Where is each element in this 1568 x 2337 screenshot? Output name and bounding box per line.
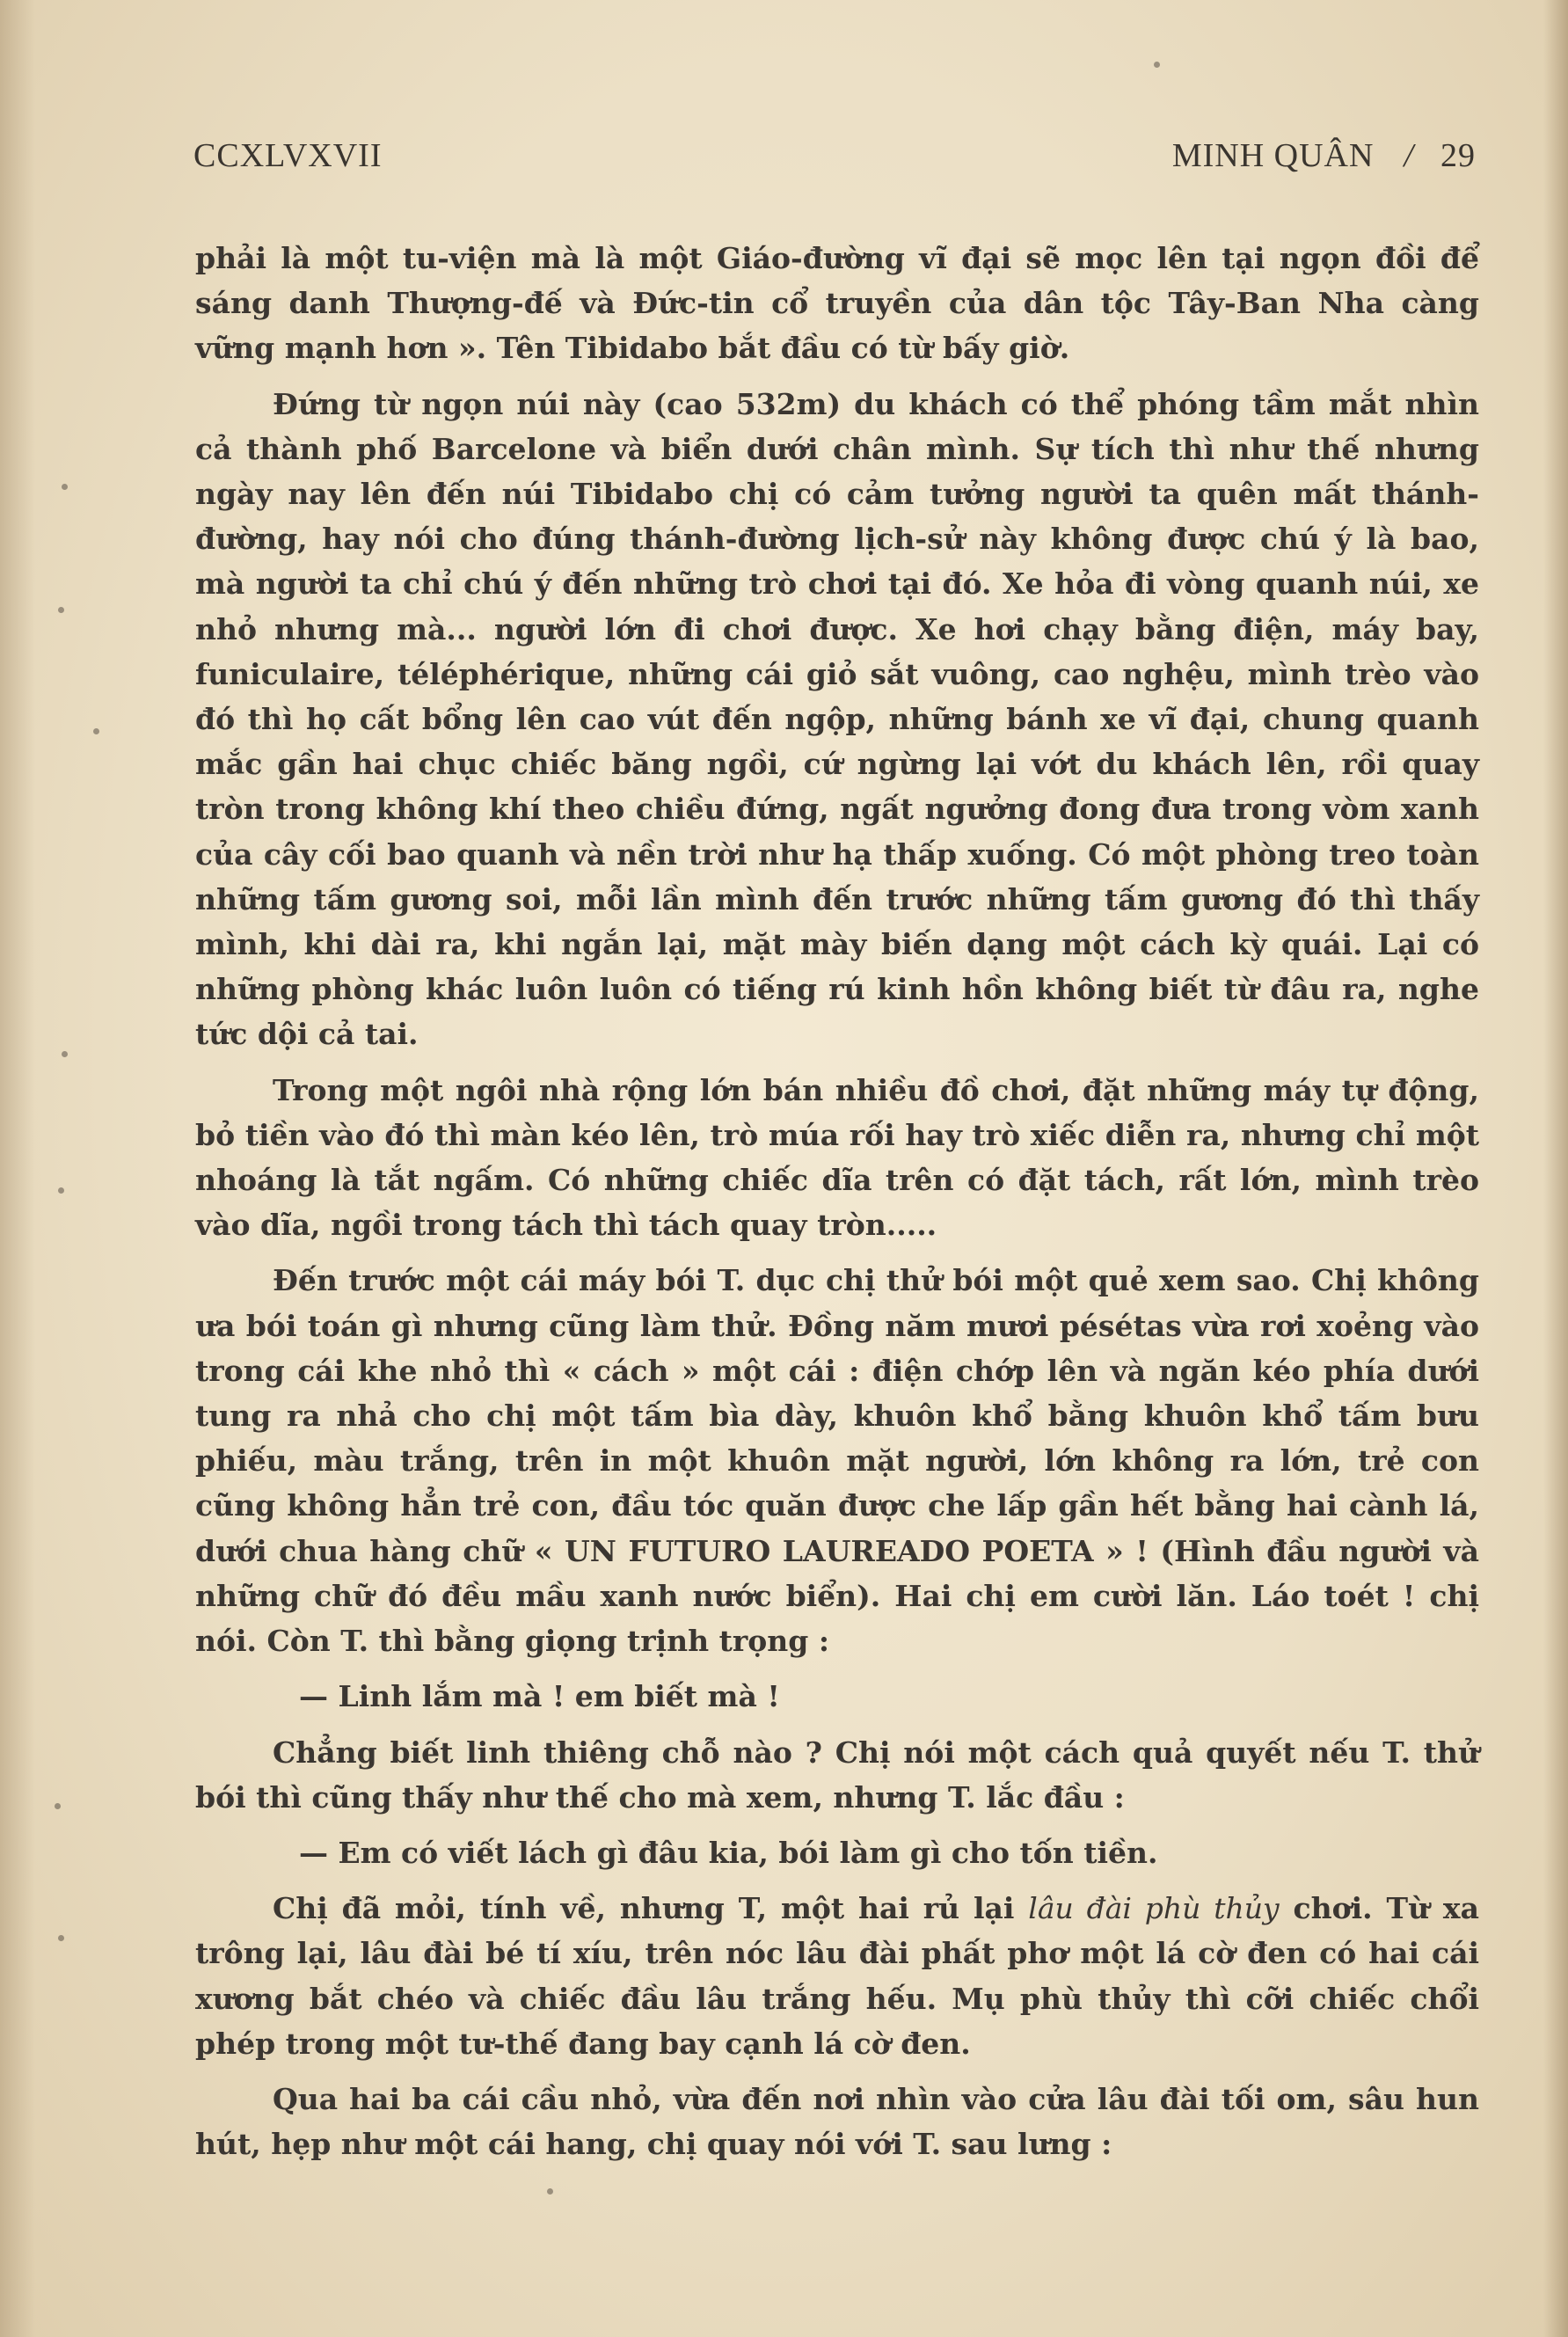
page-body — [195, 236, 1479, 2177]
paragraph: Chẳng biết linh thiêng chỗ nào ? Chị nói một cách quả quyết nếu T. thử bói thì cũng thấy như thế cho mà xem, nhưng T. lắc đầu : — [195, 1734, 1479, 1815]
paragraph: Đứng từ ngọn núi này (cao 532m) du khách có thể phóng tầm mắt nhìn cả thành phố Barcelone và biển dưới chân mình. Sự tích thì như thế nhưng ngày nay lên đến núi Tibidabo chị có cảm tưởng người ta quên mất thánh-đường, hay nói cho đúng thánh-đường lịch-sử này không được chú ý là bao, mà người ta chỉ chú ý đến những trò chơi tại đó. Xe hỏa đi vòng quanh núi, xe nhỏ nhưng mà... người lớn đi chơi được. Xe hơi chạy bằng điện, máy bay, funiculaire, téléphérique, những cái giỏ sắt vuông, cao nghệu, mình trèo vào đó thì họ cất bổng lên cao vút đến ngộp, những bánh xe vĩ đại, chung quanh mắc gần hai chục chiếc băng ngồi, cứ ngừng lại vớt du khách lên, rồi quay tròn trong không khí theo chiều đứng, ngất ngưởng đong đưa trong vòm xanh của cây cối bao quanh và nền trời như hạ thấp xuống. Có một phòng treo toàn những tấm gương soi, mỗi lần mình đến trước những tấm gương đó thì thấy mình, khi dài ra, khi ngắn lại, mặt mày biến dạng một cách kỳ quái. Lại có những phòng khác luôn luôn có tiếng rú kinh hồn không biết từ đâu ra, nghe tức dội cả tai. — [195, 386, 1479, 1052]
paper-speck — [1154, 62, 1160, 68]
paper-speck — [62, 484, 68, 490]
paragraph: Qua hai ba cái cầu nhỏ, vừa đến nơi nhìn vào cửa lâu đài tối om, sâu hun hút, hẹp như một cái hang, chị quay nói với T. sau lưng : — [195, 2081, 1479, 2162]
header-separator: / — [1404, 137, 1414, 174]
paper-speck — [58, 607, 64, 613]
paragraph: Đến trước một cái máy bói T. dục chị thử bói một quẻ xem sao. Chị không ưa bói toán gì nhưng cũng làm thử. Đồng năm mươi pésétas vừa rơi xoẻng vào trong cái khe nhỏ thì « cách » một cái : điện chớp lên và ngăn kéo phía dưới tung ra nhả cho chị một tấm bìa dày, khuôn khổ bằng khuôn khổ tấm bưu phiếu, màu trắng, trên in một khuôn mặt người, lớn không ra lớn, trẻ con cũng không hẳn trẻ con, đầu tóc quăn được che lấp gần hết bằng hai cành lá, dưới chua hàng chữ « UN FUTURO LAUREADO POETA » ! (Hình đầu người và những chữ đó đều mầu xanh nước biển). Hai chị em cười lăn. Láo toét ! chị nói. Còn T. thì bằng giọng trịnh trọng : — [195, 1263, 1479, 1659]
paper-speck — [62, 1051, 68, 1057]
dialogue-line: — Em có viết lách gì đâu kia, bói làm gì cho tốn tiền. — [299, 1835, 1158, 1870]
paragraph: phải là một tu-viện mà là một Giáo-đường vĩ đại sẽ mọc lên tại ngọn đồi để sáng danh Thượng-đế và Đức-tin cổ truyền của dân tộc Tây-Ban Nha càng vững mạnh hơn ». Tên Tibidabo bắt đầu có từ bấy giờ. — [195, 241, 1479, 366]
running-head — [1172, 136, 1476, 175]
dialogue-line: — Linh lắm mà ! em biết mà ! — [299, 1679, 780, 1714]
paper-speck — [55, 1803, 61, 1809]
paragraph-text: chơi. Từ xa trông lại, lâu đài bé tí xíu, trên nóc lâu đài phất phơ một lá cờ đen có hai cái xương bắt chéo và chiếc đầu lâu trắng hếu. Mụ phù thủy thì cỡi chiếc chổi phép trong một tư-thế đang bay cạnh lá cờ đen. — [195, 1891, 1479, 2061]
page-number: 29 — [1440, 137, 1476, 174]
roman-numeral: CCXLVXVII — [193, 137, 383, 174]
paragraph — [195, 1886, 1479, 2066]
paper-speck — [93, 728, 99, 734]
page-header — [193, 136, 1476, 189]
paper-speck — [58, 1187, 64, 1194]
author-name: MINH QUÂN — [1171, 137, 1375, 174]
paragraph: Trong một ngôi nhà rộng lớn bán nhiều đồ chơi, đặt những máy tự động, bỏ tiền vào đó thì màn kéo lên, trò múa rối hay trò xiếc diễn ra, nhưng chỉ một nhoáng là tắt ngấm. Có những chiếc dĩa trên có đặt tách, rất lớn, mình trèo vào dĩa, ngồi trong tách thì tách quay tròn..... — [195, 1072, 1479, 1243]
paper-speck — [58, 1935, 64, 1941]
paper-speck — [547, 2188, 553, 2195]
paragraph-text: Chị đã mỏi, tính về, nhưng T, một hai rủ lại — [273, 1891, 1015, 1926]
italic-phrase: lâu đài phù thủy — [1028, 1891, 1280, 1926]
